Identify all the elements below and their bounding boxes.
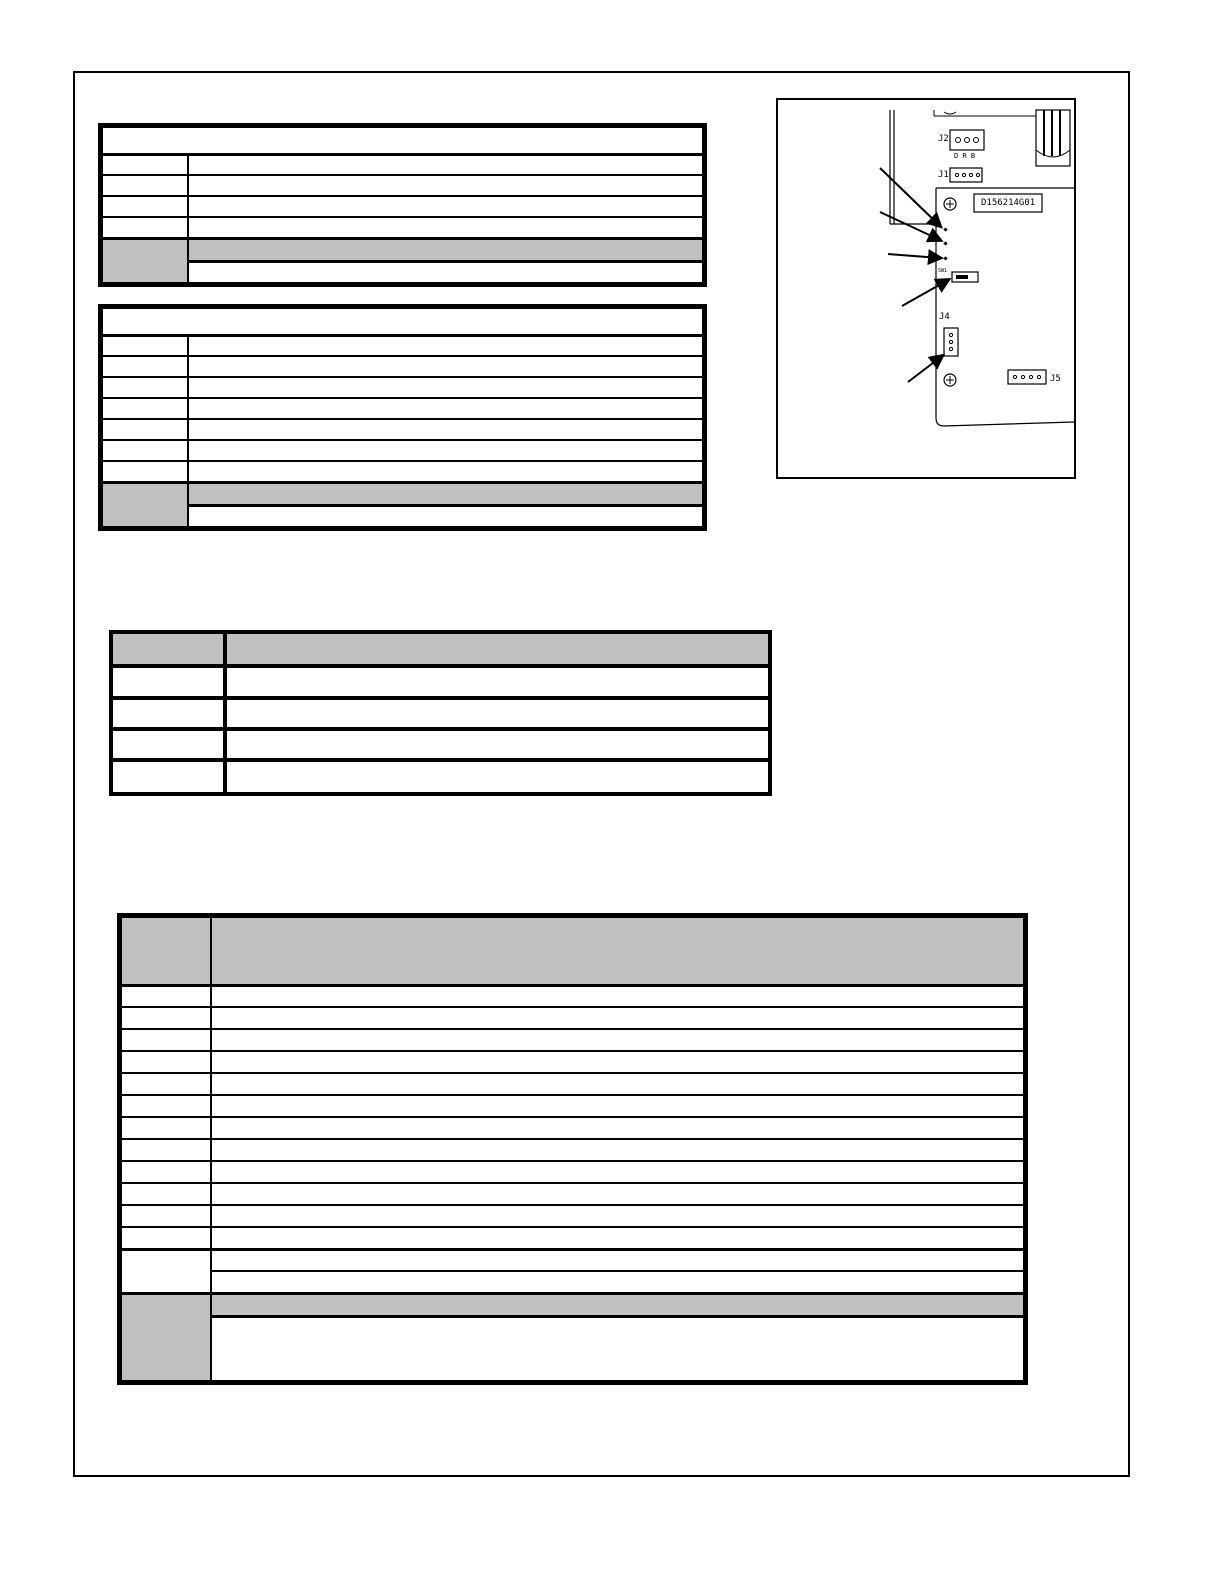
table-row [121, 1051, 1024, 1073]
row-desc [188, 377, 703, 398]
note-text [188, 505, 703, 527]
row-desc [211, 1271, 1024, 1293]
row-desc [188, 335, 703, 356]
row-desc [211, 1007, 1024, 1029]
status-code-table-2 [101, 307, 704, 528]
row-code [102, 398, 188, 419]
table-row [121, 1073, 1024, 1095]
table-row [111, 760, 770, 794]
table-row [121, 1205, 1024, 1227]
table-row [121, 1183, 1024, 1205]
row-code [121, 1029, 211, 1051]
note-header [211, 1293, 1024, 1316]
table-row [102, 154, 703, 175]
switch-settings-table [109, 630, 772, 796]
j1-label: J1 [938, 170, 949, 180]
row-code [121, 1249, 211, 1293]
table-row [111, 666, 770, 698]
row-desc [211, 985, 1024, 1007]
row-code [121, 1161, 211, 1183]
row-desc [211, 1051, 1024, 1073]
screw-icon [944, 198, 956, 210]
row-code [102, 196, 188, 217]
status-code-table-1 [101, 126, 704, 284]
row-desc [211, 1205, 1024, 1227]
note-label [121, 1293, 211, 1381]
row-desc [188, 154, 703, 175]
control-board-diagram [776, 98, 1076, 479]
table-row [102, 461, 703, 482]
note-text [188, 261, 703, 283]
row-code [102, 461, 188, 482]
row-code [121, 1139, 211, 1161]
row-code [121, 1095, 211, 1117]
row-code [102, 377, 188, 398]
row-desc [211, 1073, 1024, 1095]
table-row [121, 1117, 1024, 1139]
note-row [102, 505, 703, 527]
row-code [121, 1205, 211, 1227]
note-row [121, 1293, 1024, 1316]
row-code [102, 154, 188, 175]
row-desc [225, 666, 770, 698]
fault-code-table [120, 916, 1025, 1382]
row-code [111, 760, 225, 794]
table-row [102, 196, 703, 217]
table-row [102, 217, 703, 238]
j2-pin-labels: D R B [954, 152, 976, 160]
row-code [102, 356, 188, 377]
table-row [102, 175, 703, 196]
header-col2 [225, 632, 770, 666]
row-desc [211, 1029, 1024, 1051]
row-desc [225, 729, 770, 760]
row-desc [188, 217, 703, 238]
table-row [121, 1007, 1024, 1029]
row-desc [211, 1183, 1024, 1205]
j2-label: J2 [938, 134, 949, 144]
row-desc [211, 1227, 1024, 1249]
row-code [102, 335, 188, 356]
j5-label: J5 [1050, 374, 1061, 384]
row-desc [211, 1139, 1024, 1161]
table-row [121, 1271, 1024, 1293]
row-code [121, 985, 211, 1007]
row-desc [188, 461, 703, 482]
table-row [121, 1249, 1024, 1271]
row-desc [188, 398, 703, 419]
row-desc [188, 356, 703, 377]
note-row [102, 238, 703, 261]
switch-label: SW1 [938, 268, 948, 274]
table-row [102, 398, 703, 419]
table-row [102, 377, 703, 398]
table-row [111, 729, 770, 760]
row-code [102, 175, 188, 196]
table-title [102, 308, 703, 335]
row-desc [211, 1095, 1024, 1117]
header-col2 [211, 917, 1024, 985]
note-row [121, 1316, 1024, 1381]
row-code [121, 1007, 211, 1029]
row-desc [188, 440, 703, 461]
note-label [102, 482, 188, 527]
row-code [102, 440, 188, 461]
row-code [102, 419, 188, 440]
table-row [102, 440, 703, 461]
row-code [111, 666, 225, 698]
table-row [121, 1161, 1024, 1183]
note-label [102, 238, 188, 283]
note-row [102, 482, 703, 505]
row-desc [188, 175, 703, 196]
table-header [121, 917, 1024, 985]
row-code [111, 729, 225, 760]
note-text [211, 1316, 1024, 1381]
row-code [121, 1051, 211, 1073]
header-col1 [111, 632, 225, 666]
table-row [121, 1139, 1024, 1161]
table-title [102, 127, 703, 154]
note-row [102, 261, 703, 283]
row-code [121, 1073, 211, 1095]
row-desc [211, 1117, 1024, 1139]
row-desc [211, 1249, 1024, 1271]
row-desc [225, 760, 770, 794]
table-header [111, 632, 770, 666]
board-illustration [778, 100, 1074, 477]
row-desc [225, 698, 770, 729]
j4-connector [944, 328, 958, 356]
row-code [111, 698, 225, 729]
table-row [102, 419, 703, 440]
led-indicator [943, 227, 947, 231]
row-desc [188, 196, 703, 217]
j4-label: J4 [939, 312, 950, 322]
row-desc [188, 419, 703, 440]
header-col1 [121, 917, 211, 985]
row-code [121, 1227, 211, 1249]
row-code [121, 1183, 211, 1205]
row-code [121, 1117, 211, 1139]
note-header [188, 482, 703, 505]
note-header [188, 238, 703, 261]
led-indicator [943, 256, 947, 260]
table-row [102, 335, 703, 356]
table-row [121, 1227, 1024, 1249]
row-desc [211, 1161, 1024, 1183]
table-row [121, 1029, 1024, 1051]
heatsink-icon [1036, 110, 1070, 166]
led-indicator [943, 241, 947, 245]
row-code [102, 217, 188, 238]
table-row [121, 1095, 1024, 1117]
screw-icon [944, 374, 956, 386]
table-row [111, 698, 770, 729]
table-row [121, 985, 1024, 1007]
table-row [102, 356, 703, 377]
part-number: D156214G01 [981, 198, 1036, 208]
